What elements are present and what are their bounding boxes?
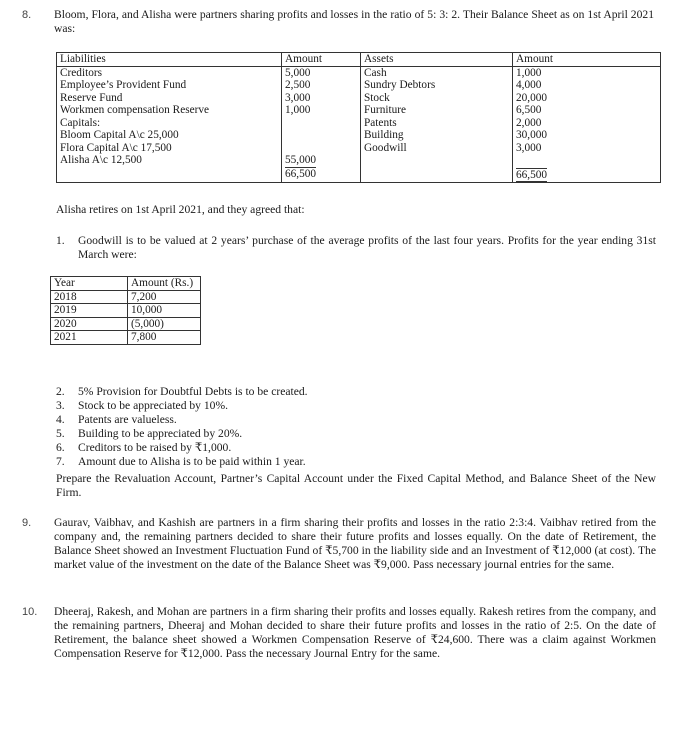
col-header-amount: Amount <box>282 53 361 67</box>
col-header-liabilities: Liabilities <box>57 53 282 67</box>
year-cell: 2018 <box>51 290 128 304</box>
term-text: Amount due to Alisha is to be paid within 1 year. <box>78 455 306 468</box>
table-row <box>57 117 661 130</box>
balance-sheet-header-row <box>57 53 661 67</box>
question-number-8: 8. <box>22 9 32 21</box>
amount-cell: (5,000) <box>128 317 201 331</box>
list-item <box>56 455 456 469</box>
col-header-year: Year <box>51 277 128 291</box>
liability-amount <box>282 142 361 155</box>
liability-label: Reserve Fund <box>57 92 282 105</box>
asset-amount: 2,000 <box>513 117 661 130</box>
retire-line: Alisha retires on 1st April 2021, and they agreed that: <box>56 203 305 216</box>
table-row <box>57 154 661 168</box>
list-item <box>56 441 456 455</box>
year-cell: 2019 <box>51 304 128 318</box>
list-item <box>56 385 456 399</box>
total-assets <box>513 168 661 183</box>
amount-cell: 7,200 <box>128 290 201 304</box>
question-10-text: Dheeraj, Rakesh, and Mohan are partners in a firm sharing their profits and losses equally. Rakesh retires from the company, and the remaining partners, Dheeraj and Mohan decided to share their future profits and losses in the ratio of 2:5. On the date of Retirement, the balance sheet showed a Workmen Compensation Reserve of ₹24,600. There was a claim against Workmen Compensation Reserve for ₹12,000. Pass the necessary Journal Entry for the same. <box>54 605 656 660</box>
liability-label: Alisha A\c 12,500 <box>57 154 282 168</box>
term-1 <box>56 234 656 262</box>
year-cell: 2021 <box>51 331 128 345</box>
question-number-10: 10. <box>22 606 38 618</box>
liability-amount: 5,000 <box>282 66 361 79</box>
term-text: Goodwill is to be valued at 2 years’ purchase of the average profits of the last four years. Profits for the year ending 31st March were: <box>78 234 656 261</box>
table-row <box>51 331 201 345</box>
total-liabilities: 66,500 <box>282 168 361 183</box>
question-9-text: Gaurav, Vaibhav, and Kashish are partners in a firm sharing their profits and losses in the ratio 2:3:4. Vaibhav retired from the company and, the remaining partners decided to share their future profits and losses equally. On the date of Retirement, the Balance Sheet showed an Investment Fluctuation Fund of ₹5,700 in the liability side and an Investment of ₹12,000 (at cost). The market value of the investment on the date of the Balance Sheet was ₹9,000. Pass necessary journal entries for the same. <box>54 516 656 571</box>
total-assets-value: 66,500 <box>516 168 548 181</box>
liability-label: Creditors <box>57 66 282 79</box>
list-item <box>56 399 456 413</box>
list-item <box>56 413 456 427</box>
liability-amount: 2,500 <box>282 79 361 92</box>
asset-amount: 6,500 <box>513 104 661 117</box>
liability-amount: 1,000 <box>282 104 361 117</box>
profits-header-row <box>51 277 201 291</box>
question-8-closing: Prepare the Revaluation Account, Partner’s Capital Account under the Fixed Capital Method, and Balance Sheet of the New Firm. <box>56 472 656 499</box>
table-row <box>57 92 661 105</box>
asset-amount: 4,000 <box>513 79 661 92</box>
asset-amount: 3,000 <box>513 142 661 155</box>
table-row <box>51 304 201 318</box>
year-cell: 2020 <box>51 317 128 331</box>
term-number: 6. <box>56 441 65 454</box>
table-row <box>57 79 661 92</box>
totals-row <box>57 168 661 183</box>
asset-amount: 20,000 <box>513 92 661 105</box>
col-header-amount: Amount <box>513 53 661 67</box>
table-row <box>57 129 661 142</box>
liability-amount: 3,000 <box>282 92 361 105</box>
question-8-intro: Bloom, Flora, and Alisha were partners sharing profits and losses in the ratio of 5: 3: 2. Their Balance Sheet as on 1st April 2021 was: <box>54 8 654 35</box>
asset-label: Building <box>361 129 513 142</box>
term-number: 5. <box>56 427 65 440</box>
term-number: 7. <box>56 455 65 468</box>
col-header-assets: Assets <box>361 53 513 67</box>
table-row <box>51 317 201 331</box>
asset-amount: 1,000 <box>513 66 661 79</box>
liability-label: Capitals: <box>57 117 282 130</box>
profits-table <box>50 276 201 345</box>
term-number: 3. <box>56 399 65 412</box>
asset-label: Stock <box>361 92 513 105</box>
liability-amount <box>282 117 361 130</box>
term-number: 2. <box>56 385 65 398</box>
capital-total <box>282 154 361 168</box>
col-header-amount: Amount (Rs.) <box>128 277 201 291</box>
term-text: Patents are valueless. <box>78 413 177 426</box>
terms-list <box>56 385 456 469</box>
liability-label: Bloom Capital A\c 25,000 <box>57 129 282 142</box>
term-text: Stock to be appreciated by 10%. <box>78 399 229 412</box>
table-row <box>57 142 661 155</box>
term-text: Building to be appreciated by 20%. <box>78 427 243 440</box>
asset-label: Goodwill <box>361 142 513 155</box>
asset-amount: 30,000 <box>513 129 661 142</box>
amount-cell: 10,000 <box>128 304 201 318</box>
liability-label: Workmen compensation Reserve <box>57 104 282 117</box>
term-number: 1. <box>56 234 65 247</box>
table-row <box>57 104 661 117</box>
table-row <box>51 290 201 304</box>
liability-amount <box>282 129 361 142</box>
asset-label: Patents <box>361 117 513 130</box>
question-number-9: 9. <box>22 517 32 529</box>
asset-label: Furniture <box>361 104 513 117</box>
term-number: 4. <box>56 413 65 426</box>
capital-total-value: 55,000 <box>285 154 317 166</box>
asset-label: Cash <box>361 66 513 79</box>
term-text: 5% Provision for Doubtful Debts is to be created. <box>78 385 308 398</box>
list-item <box>56 427 456 441</box>
amount-cell: 7,800 <box>128 331 201 345</box>
asset-label: Sundry Debtors <box>361 79 513 92</box>
table-row <box>57 66 661 79</box>
liability-label: Employee’s Provident Fund <box>57 79 282 92</box>
liability-label: Flora Capital A\c 17,500 <box>57 142 282 155</box>
balance-sheet-table <box>56 52 661 183</box>
term-text: Creditors to be raised by ₹1,000. <box>78 441 232 454</box>
